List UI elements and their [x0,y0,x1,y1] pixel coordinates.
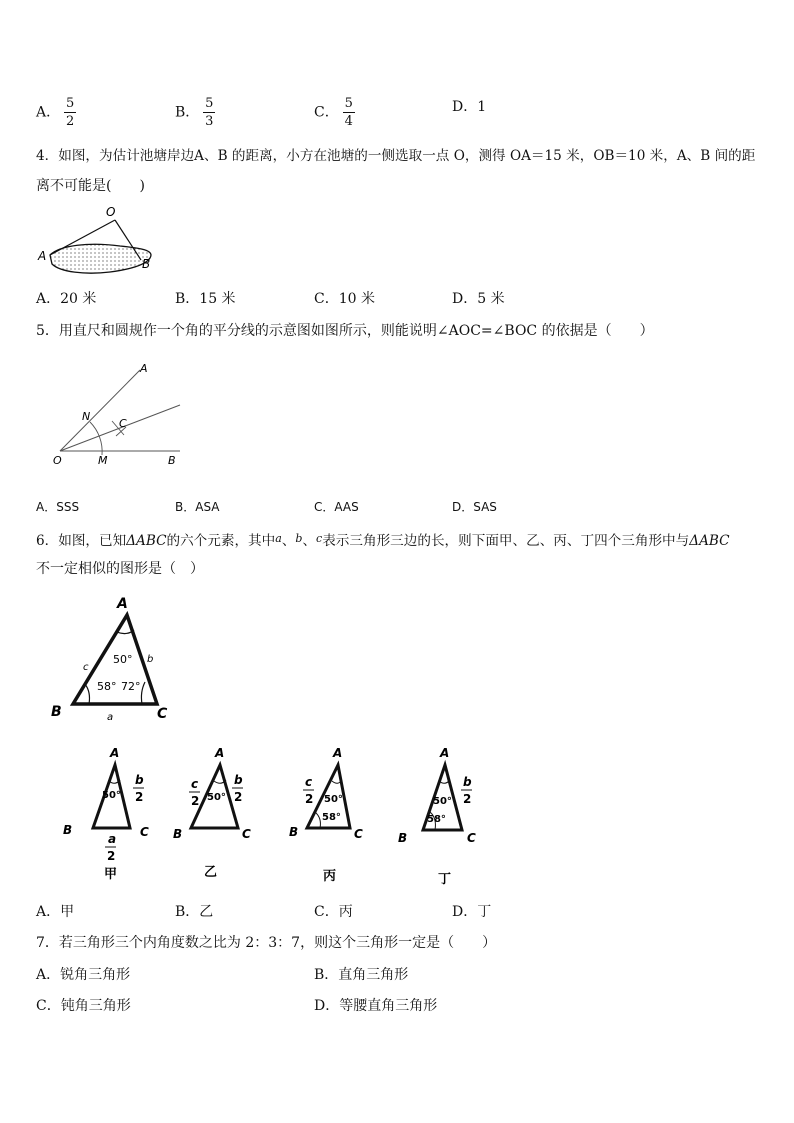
q4-stem-line1: 4．如图，为估计池塘岸边A、B 的距离，小方在池塘的一侧选取一点 O，测得 OA＝15 米，OB＝10 米，A、B 间的距 [36,148,756,164]
side-a-den: 2 [107,849,116,863]
label-c: C [467,831,476,845]
q6-stem-line2: 不一定相似的图形是（ ） [36,561,204,577]
side-c-den: 2 [305,792,314,806]
label-c: C [242,827,251,841]
angle-c: 72° [121,680,141,693]
q6-stem-line1: 6．如图，已知ΔABC的六个元素，其中$^a$、$^b$、$^c$表示三角形三边的长，则下面甲、乙、丙、丁四个三角形中与ΔABC [36,532,730,549]
label-o: O [53,454,62,467]
fraction: $\frac{5}{4}$ [344,96,353,129]
label-b: B [398,831,408,845]
label-a: A [215,746,225,760]
side-c-num: c [191,777,199,791]
q5-option-c: C．AAS [314,500,359,514]
side-b-den: 2 [463,792,472,806]
q6-option-a: A．甲 [36,904,75,920]
q6-triangle-ding [395,740,495,885]
label-a: A [333,746,343,760]
side-b-den: 2 [234,790,243,804]
side-a-num: a [108,832,117,846]
label-m: M [98,454,108,467]
q6-triangle-jia [58,740,158,880]
side-b-num: b [234,773,243,787]
label-o: O [106,205,116,219]
side-a: a [107,712,114,723]
side-c-num: c [305,775,313,789]
angle-b: 58° [322,812,341,823]
q4-stem-line2: 离不可能是( ) [36,178,145,194]
q4-pond-figure [30,200,170,280]
figure-name: 丁 [438,872,452,885]
q4-option-c: C．10 米 [314,291,375,307]
label-a: A [440,746,450,760]
label-a: A [38,249,47,263]
label-n: N [82,410,91,423]
q6-option-d: D．丁 [452,904,492,920]
q5-stem: 5．用直尺和圆规作一个角的平分线的示意图如图所示，则能说明∠AOC=∠BOC 的依据是（ ） [36,323,654,339]
q5-option-a: A．SSS [36,500,80,514]
pond-shape [50,244,151,273]
q6-triangle-bing [285,740,385,885]
label-b: B [173,827,183,841]
figure-name: 甲 [104,867,118,880]
label-b: B [289,825,299,839]
q6-main-triangle [45,592,185,727]
q6-option-b: B．乙 [175,904,214,920]
q3-option-b: B． $\frac{5}{3}$ [175,96,214,129]
q5-option-b: B．ASA [175,500,220,514]
angle-b: 58° [97,680,117,693]
q7-option-d: D．等腰直角三角形 [314,998,438,1014]
angle-a: 50° [324,794,343,805]
q3-option-a: A． $\frac{5}{2}$ [36,96,75,129]
q7-option-a: A．锐角三角形 [36,967,131,983]
q4-option-a: A．20 米 [36,291,97,307]
q4-option-d: D．5 米 [452,291,505,307]
label-b: B [51,704,62,720]
q5-bisector-figure [40,355,200,470]
q6-option-c: C．丙 [314,904,353,920]
side-b-num: b [463,775,472,789]
side-c: c [83,662,89,673]
angle-a: 50° [102,790,121,801]
label-b: B [168,454,176,467]
side-b: b [147,654,154,665]
figure-name: 乙 [204,865,218,880]
q4-option-b: B．15 米 [175,291,236,307]
side-b-den: 2 [135,790,144,804]
angle-a: 50° [207,792,226,803]
side-c-den: 2 [191,794,200,808]
label-c: C [119,417,127,430]
label-c: C [140,825,149,839]
label-a: A [140,362,148,375]
q3-option-d: D．1 [452,99,487,115]
side-b-num: b [135,773,144,787]
label-b: B [63,823,73,837]
figure-name: 丙 [323,869,337,884]
q7-stem: 7．若三角形三个内角度数之比为 2：3：7，则这个三角形一定是（ ） [36,935,497,951]
label-c: C [354,827,363,841]
angle-b: 58° [427,814,446,825]
label-b: B [142,257,151,271]
label-c: C [157,706,168,722]
q7-option-b: B．直角三角形 [314,967,409,983]
q7-option-c: C．钝角三角形 [36,998,131,1014]
angle-a: 50° [113,653,133,666]
angle-a: 50° [433,796,452,807]
label-a: A [117,596,128,612]
fraction: $\frac{5}{3}$ [205,96,214,129]
label-a: A [110,746,120,760]
q3-option-c: C． $\frac{5}{4}$ [314,96,353,129]
fraction: $\frac{5}{2}$ [65,96,75,129]
q5-option-d: D．SAS [452,500,497,514]
q6-triangle-yi [168,740,268,880]
